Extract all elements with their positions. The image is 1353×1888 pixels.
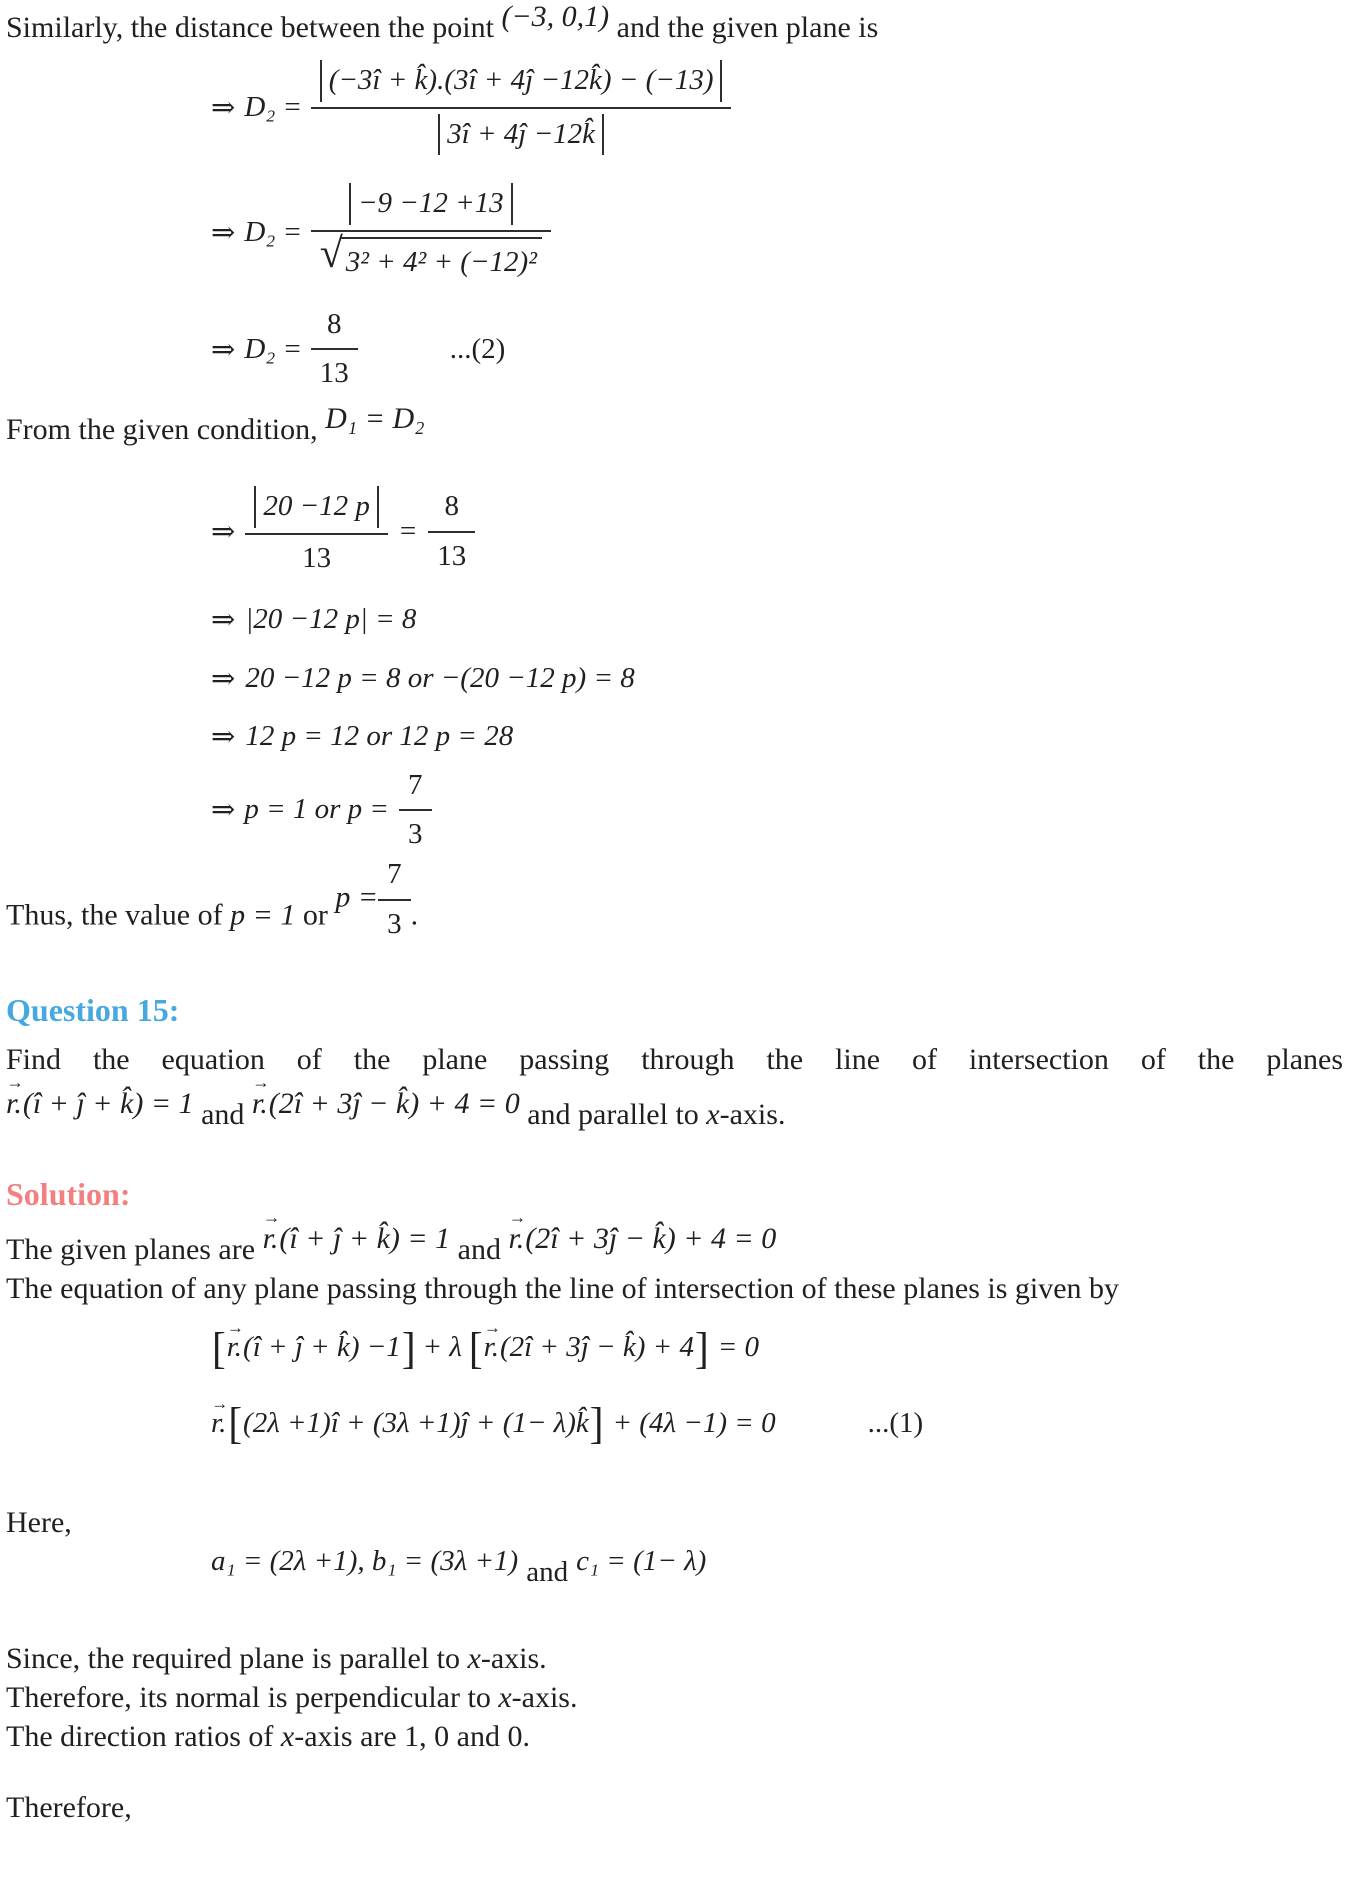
- and-text: and: [457, 1232, 501, 1266]
- question-body: Find the equation of the plane passing through the line of intersection of the planes: [6, 1042, 1343, 1076]
- equation-p-result: [211, 766, 1343, 855]
- axis-text: -axis.: [511, 1681, 578, 1715]
- right-bracket: ]: [401, 1322, 416, 1373]
- fraction: [311, 59, 732, 156]
- a1-b1-values: a₁ = (2λ +1), b₁ = (3λ +1): [211, 1544, 519, 1577]
- equation-lead: [211, 601, 235, 639]
- expanded-plane-equation: [211, 1397, 1343, 1451]
- solution-heading: Solution:: [6, 1175, 131, 1212]
- equation-p-step2: [211, 601, 1343, 639]
- equals-zero: = 0: [717, 1331, 760, 1364]
- point-coordinates: (−3, 0,1): [501, 0, 610, 33]
- fraction-numerator: 7: [378, 855, 411, 901]
- r-vector: → r.: [211, 1405, 226, 1443]
- implies-symbol: ⇒: [211, 214, 236, 249]
- equation-lead: [211, 214, 301, 252]
- x-variable: x: [280, 1720, 295, 1754]
- plus-lambda: + λ: [422, 1331, 462, 1364]
- equation-lead: [211, 513, 235, 551]
- denominator-expression: 3î + 4ĵ −12k̂: [438, 114, 604, 156]
- radicand-expression: 3² + 4² + (−12)²: [341, 237, 542, 282]
- implies-symbol: ⇒: [211, 792, 236, 827]
- question-math-line: [6, 1086, 1343, 1134]
- left-bracket: [: [212, 1322, 226, 1373]
- fraction-denominator: 13: [319, 357, 349, 390]
- statement-text: Therefore, its normal is perpendicular to: [6, 1681, 499, 1715]
- r-vector: → r.: [227, 1329, 242, 1367]
- intro-paragraph: [6, 0, 1343, 47]
- implies-symbol: ⇒: [211, 718, 236, 753]
- fraction-numerator: [311, 182, 551, 232]
- tail-text: and parallel to: [527, 1097, 707, 1131]
- d2-variable: D₂: [244, 90, 276, 123]
- fraction-denominator: 3: [387, 907, 402, 940]
- equation-p-step1: [211, 485, 1343, 578]
- equation-lead: [211, 331, 301, 369]
- x-variable: x: [467, 1642, 481, 1676]
- r-vector: → r.: [484, 1329, 499, 1367]
- perpendicular-statement: [6, 1678, 1343, 1717]
- equation-p-step3: [211, 660, 1343, 698]
- r-vector: → r.: [263, 1219, 279, 1258]
- fraction: [311, 182, 551, 282]
- equation-d2-result: [211, 305, 1343, 394]
- conclusion-text: Thus, the value of: [6, 898, 231, 932]
- given-planes-line: [6, 1221, 1343, 1269]
- fraction: [399, 766, 432, 855]
- equation-d2-step1: [211, 59, 1343, 156]
- parallel-statement: [6, 1639, 1343, 1678]
- period: .: [410, 898, 419, 932]
- axis-text: -axis.: [480, 1642, 547, 1676]
- statement-text: Since, the required plane is parallel to: [6, 1642, 468, 1676]
- equals-sign: =: [399, 514, 417, 547]
- condition-paragraph: [6, 402, 1343, 449]
- conclusion-paragraph: [6, 857, 1343, 962]
- plane-1-expression: (î + ĵ + k̂) = 1: [22, 1086, 194, 1120]
- p-equals-7-3: [335, 855, 410, 944]
- p-equals: p =: [335, 880, 379, 914]
- fraction: [311, 305, 358, 394]
- square-root: [319, 231, 542, 282]
- given-text: The given planes are: [6, 1232, 263, 1266]
- plane-2-expression: (2î + 3ĵ − k̂) + 4 = 0: [268, 1086, 520, 1120]
- fraction-numerator: [245, 485, 388, 535]
- r-vector: → r.: [252, 1084, 268, 1123]
- left-bracket: [: [468, 1322, 483, 1373]
- fraction-denominator: [311, 232, 551, 283]
- vector-components: (2λ +1)î + (3λ +1)ĵ + (1− λ)k̂: [243, 1406, 589, 1439]
- and-text: and: [201, 1097, 245, 1131]
- plane-2-expression: (2î + 3ĵ − k̂) + 4 = 0: [525, 1221, 777, 1255]
- fraction-denominator: 13: [437, 539, 467, 572]
- implies-symbol: ⇒: [211, 513, 236, 548]
- left-bracket: [: [228, 1398, 243, 1448]
- fraction-numerator: 7: [399, 766, 432, 812]
- x-variable: x: [498, 1681, 512, 1715]
- combined-plane-equation: [211, 1322, 1343, 1376]
- equals-sign: =: [284, 332, 301, 365]
- or-text: or: [295, 898, 336, 932]
- equation-p-step4: [211, 718, 1343, 756]
- expression: 12 p = 12 or 12 p = 28: [245, 719, 514, 752]
- d2-variable: D₂: [244, 215, 276, 248]
- implies-symbol: ⇒: [211, 661, 236, 696]
- plane-1-part: (î + ĵ + k̂) −1: [243, 1331, 401, 1364]
- axis-text: -axis.: [719, 1097, 786, 1131]
- intro-text-after: and the given plane is: [609, 11, 879, 44]
- equation-lead: [211, 660, 235, 698]
- therefore-label: Therefore,: [6, 1791, 132, 1825]
- r-vector: → r.: [508, 1219, 524, 1258]
- equation-number-1: ...(1): [867, 1406, 924, 1439]
- expression: |20 −12 p| = 8: [245, 602, 417, 635]
- equation-d2-step2: [211, 182, 1343, 282]
- numerator-expression: (−3î + k̂).(3î + 4ĵ −12k̂) − (−13): [320, 60, 723, 102]
- statement-text: The direction ratios of: [6, 1720, 281, 1754]
- expression: p = 1 or p =: [244, 793, 389, 826]
- equation-number-2: ...(2): [449, 332, 506, 365]
- equation-lead: [211, 89, 301, 127]
- fraction-denominator: [311, 109, 732, 157]
- axis-text: -axis are 1, 0 and 0.: [294, 1720, 531, 1754]
- fraction: [378, 855, 411, 944]
- plane-equation-1: [6, 1084, 194, 1123]
- intersection-plane-text: The equation of any plane passing through the line of intersection of these planes is given by: [6, 1271, 1120, 1305]
- implies-symbol: ⇒: [211, 601, 236, 636]
- constant-term: + (4λ −1) = 0: [612, 1406, 776, 1439]
- fraction-denominator: 3: [408, 818, 423, 851]
- plane-1-expression: (î + ĵ + k̂) = 1: [279, 1221, 451, 1255]
- fraction-numerator: 8: [428, 487, 475, 533]
- intro-text-before: Similarly, the distance between the point: [6, 11, 502, 44]
- plane-equation-1: [263, 1219, 451, 1258]
- equation-lead: [211, 718, 235, 756]
- d1-equals-d2: D₁ = D₂: [325, 402, 425, 436]
- radical-sign: √: [319, 231, 343, 278]
- equals-sign: =: [284, 215, 301, 248]
- fraction: [428, 487, 475, 576]
- implies-symbol: ⇒: [211, 89, 236, 124]
- here-label: Here,: [6, 1505, 72, 1539]
- numerator-expression: −9 −12 +13: [349, 183, 513, 225]
- plane-equation-2: [508, 1219, 776, 1258]
- plane-2-part: (2î + 3ĵ − k̂) + 4: [499, 1331, 694, 1364]
- x-variable: x: [706, 1097, 720, 1131]
- equals-sign: =: [284, 90, 301, 123]
- fraction-numerator: 8: [311, 305, 358, 351]
- plane-equation-2: [252, 1084, 520, 1123]
- and-text: and: [526, 1555, 569, 1588]
- fraction-denominator: 13: [302, 541, 332, 574]
- condition-text: From the given condition,: [6, 413, 326, 447]
- d2-variable: D₂: [244, 332, 276, 365]
- expression: 20 −12 p = 8 or −(20 −12 p) = 8: [245, 662, 635, 695]
- fraction: [245, 485, 388, 578]
- p-equals-1: p = 1: [230, 898, 296, 932]
- r-vector: → r.: [6, 1084, 22, 1123]
- direction-ratios-statement: [6, 1717, 1343, 1756]
- c1-value: c₁ = (1− λ): [576, 1544, 707, 1577]
- right-bracket: ]: [694, 1322, 709, 1373]
- question-15-heading: Question 15:: [6, 992, 180, 1029]
- right-bracket: ]: [589, 1398, 604, 1448]
- direction-ratio-definitions: [211, 1544, 1343, 1592]
- equation-lead: [211, 791, 389, 829]
- implies-symbol: ⇒: [211, 331, 236, 366]
- numerator-expression: 20 −12 p: [254, 486, 379, 528]
- fraction-numerator: [311, 59, 732, 109]
